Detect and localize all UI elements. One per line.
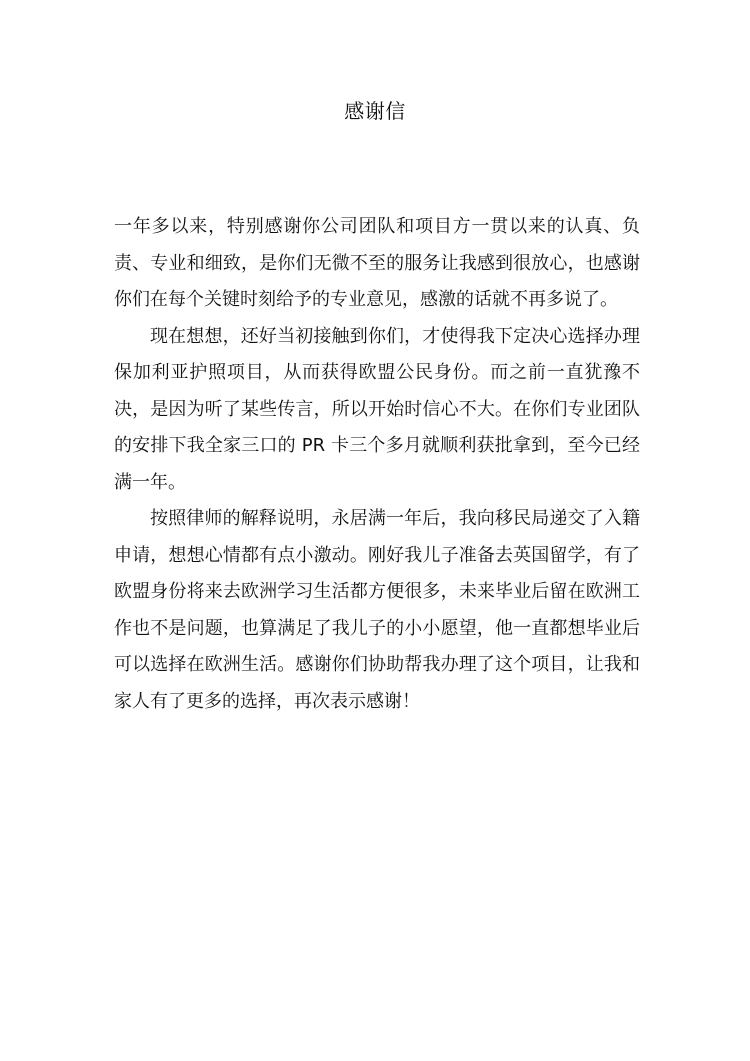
letter-title: 感谢信 <box>344 99 406 123</box>
paragraph-2: 现在想想，还好当初接触到你们，才使得我下定决心选择办理保加利亚护照项目，从而获得欧盟公民身份。而之前一直犹豫不决，是因为听了某些传言，所以开始时信心不大。在你们专业团队的安排下我全家三口的 PR 卡三个多月就顺利获批拿到，至今已经满一年。 <box>114 325 640 493</box>
paragraph-3: 按照律师的解释说明，永居满一年后，我向移民局递交了入籍申请，想想心情都有点小激动。刚好我儿子准备去英国留学，有了欧盟身份将来去欧洲学习生活都方便很多，未来毕业后留在欧洲工作也不是问题，也算满足了我儿子的小小愿望，他一直都想毕业后可以选择在欧洲生活。感谢你们协助帮我办理了这个项目，让我和家人有了更多的选择，再次表示感谢！ <box>114 508 640 712</box>
letter-body <box>114 209 640 720</box>
paragraph-1: 一年多以来，特别感谢你公司团队和项目方一贯以来的认真、负责、专业和细致，是你们无微不至的服务让我感到很放心，也感谢你们在每个关键时刻给予的专业意见，感激的话就不再多说了。 <box>114 216 640 310</box>
